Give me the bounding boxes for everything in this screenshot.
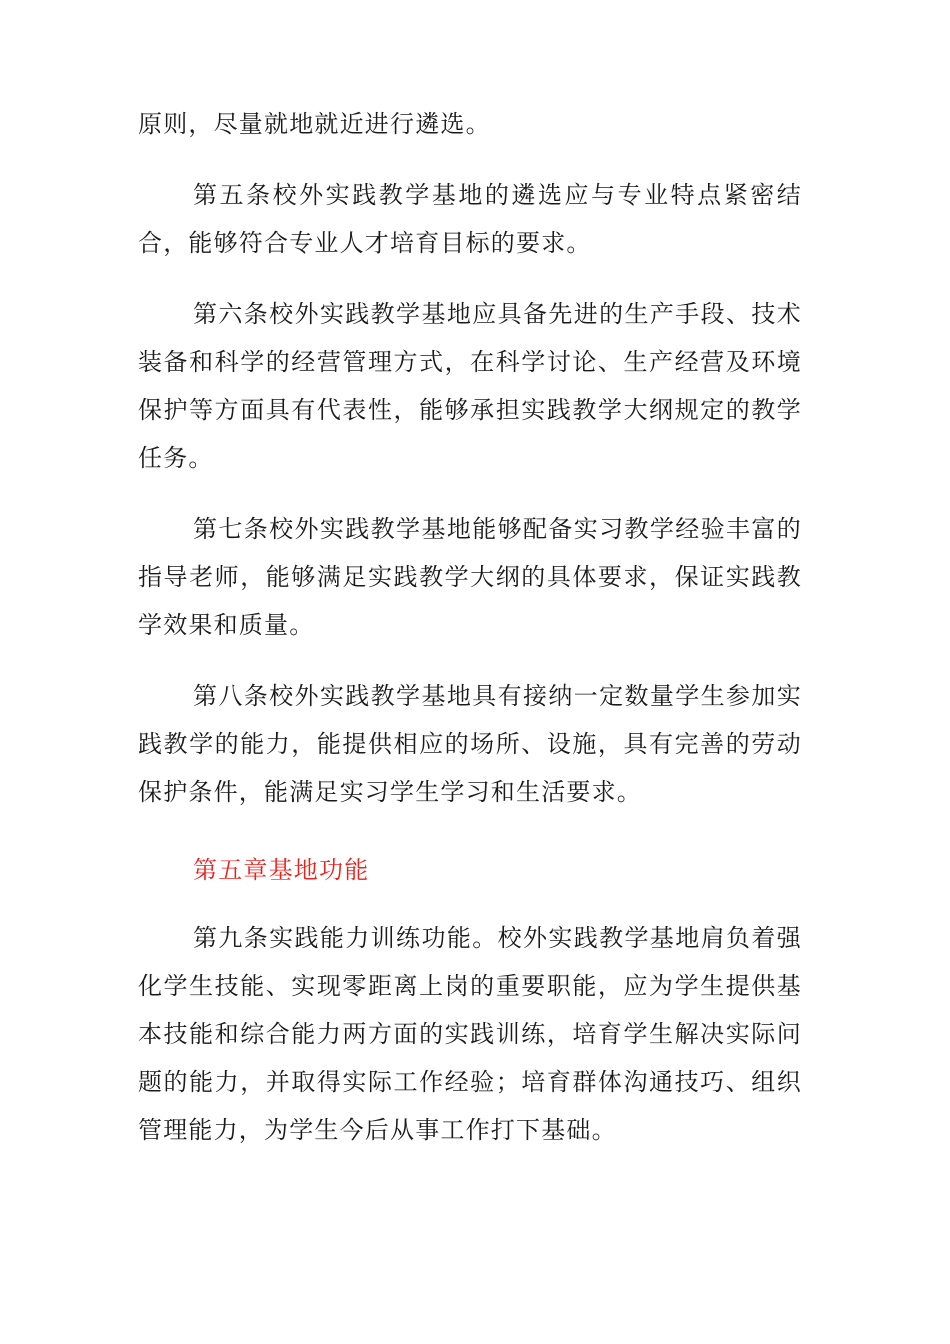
paragraph-continuation: 原则，尽量就地就近进行遴选。	[138, 110, 491, 138]
paragraph-article-7: 第七条校外实践教学基地能够配备实习教学经验丰富的指导老师，能够满足实践教学大纲的具体要求，保证实践教学效果和质量。	[138, 515, 802, 639]
paragraph-article-6: 第六条校外实践教学基地应具备先进的生产手段、技术装备和科学的经营管理方式，在科学讨论、生产经营及环境保护等方面具有代表性，能够承担实践教学大纲规定的教学任务。	[138, 300, 802, 472]
paragraph-article-9: 第九条实践能力训练功能。校外实践教学基地肩负着强化学生技能、实现零距离上岗的重要职能，应为学生提供基本技能和综合能力两方面的实践训练，培育学生解决实际问题的能力，并取得实际工作经验；培育群体沟通技巧、组织管理能力，为学生今后从事工作打下基础。	[138, 924, 802, 1144]
paragraph-article-5: 第五条校外实践教学基地的遴选应与专业特点紧密结合，能够符合专业人才培育目标的要求。	[138, 181, 802, 257]
chapter-heading: 第五章基地功能	[193, 856, 370, 884]
paragraph-article-8: 第八条校外实践教学基地具有接纳一定数量学生参加实践教学的能力，能提供相应的场所、设施，具有完善的劳动保护条件，能满足实习学生学习和生活要求。	[138, 682, 802, 806]
document-page	[138, 100, 802, 1154]
